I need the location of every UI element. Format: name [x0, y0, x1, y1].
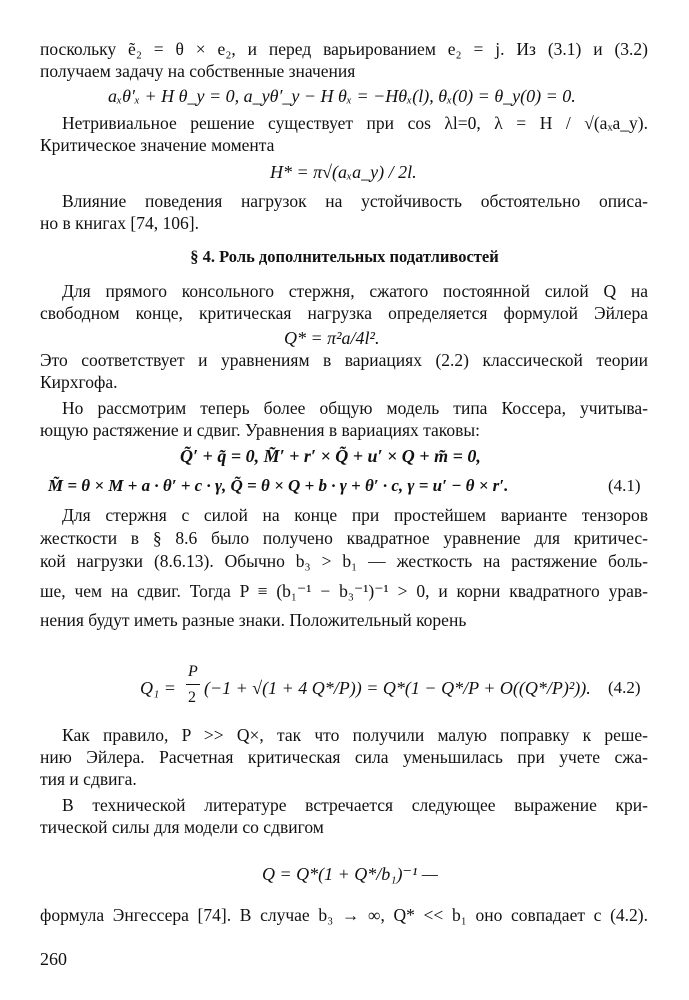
equation-q1-body: (−1 + √(1 + 4 Q*/P)) = Q*(1 − Q*/P + O((Q*/P)²)). — [204, 678, 591, 698]
text-line: кой нагрузки (8.6.13). Обычно b₃ > b₁ — жесткость на растяжение боль- — [40, 551, 648, 571]
text-line: Как правило, P >> Q×, так что получили малую поправку к реше- — [62, 725, 648, 745]
text-line: ющую растяжение и сдвиг. Уравнения в вариациях таковы: — [40, 420, 481, 440]
equation-number-4-2: (4.2) — [608, 678, 641, 697]
equation-engesser: Q = Q*(1 + Q*/b₁)⁻¹ — — [262, 864, 438, 884]
equation-euler: Q* = π²a/4l². — [284, 328, 380, 348]
text-line: формула Энгессера [74]. В случае b₃ → ∞, Q* << b₁ оно совпадает с (4.2). — [40, 905, 648, 925]
section-heading: § 4. Роль дополнительных податливостей — [190, 247, 499, 266]
equation-variation-1: Q̃′ + q̃ = 0, M̃′ + r′ × Q̃ + u′ × Q + m̃ = 0, — [180, 446, 481, 466]
equation-q1-fraction-numerator: P — [188, 663, 198, 680]
text-line: Кирхгофа. — [40, 372, 118, 392]
equation-variation-2: M̃ = θ × M + a · θ′ + c · γ, Q̃ = θ × Q + b · γ + θ′ · c, γ = u′ − θ × r′. — [48, 476, 509, 495]
text-line: Это соответствует и уравнениям в вариациях (2.2) классической теории — [40, 350, 648, 370]
text-line: Критическое значение момента — [40, 135, 275, 155]
equation-critical-moment: H* = π√(aₓa_y) / 2l. — [270, 162, 417, 182]
text-line: Для прямого консольного стержня, сжатого постоянной силой Q на — [62, 281, 648, 301]
text-line: свободном конце, критическая нагрузка определяется формулой Эйлера — [40, 303, 648, 323]
text-line: тия и сдвига. — [40, 769, 137, 789]
equation-number-4-1: (4.1) — [608, 476, 641, 495]
text-line: Нетривиальное решение существует при cos λl=0, λ = H / √(aₓa_y). — [62, 113, 648, 133]
text-line: Влияние поведения нагрузок на устойчивость обстоятельно описа- — [62, 191, 648, 211]
text-line: нения будут иметь разные знаки. Положительный корень — [40, 610, 467, 630]
equation-q1-lhs: Q₁ = — [140, 678, 176, 698]
equation-q1-fraction-denominator: 2 — [188, 689, 196, 706]
text-line: но в книгах [74, 106]. — [40, 213, 199, 233]
text-line: ше, чем на сдвиг. Тогда P ≡ (b₁⁻¹ − b₃⁻¹)⁻¹ > 0, и корни квадратного урав- — [40, 581, 648, 601]
text-line: поскольку ẽ₂ = θ × e₂, и перед варьированием e₂ = j. Из (3.1) и (3.2) — [40, 39, 648, 59]
text-line: Но рассмотрим теперь более общую модель типа Коссера, учитыва- — [62, 398, 648, 418]
equation-eigenvalue-problem: aₓθ′ₓ + H θ_y = 0, a_yθ′_y − H θₓ = −Hθₓ(l), θₓ(0) = θ_y(0) = 0. — [108, 86, 576, 106]
fraction-bar — [186, 684, 200, 685]
text-line: нию Эйлера. Расчетная критическая сила уменьшилась при учете сжа- — [40, 747, 648, 767]
page-number: 260 — [40, 949, 67, 969]
text-line: тической силы для модели со сдвигом — [40, 817, 324, 837]
text-line: получаем задачу на собственные значения — [40, 61, 356, 81]
text-line: Для стержня с силой на конце при простейшем варианте тензоров — [62, 505, 648, 525]
text-line: жесткости в § 8.6 было получено квадратное уравнение для критичес- — [40, 528, 648, 548]
text-line: В технической литературе встречается следующее выражение кри- — [62, 795, 648, 815]
